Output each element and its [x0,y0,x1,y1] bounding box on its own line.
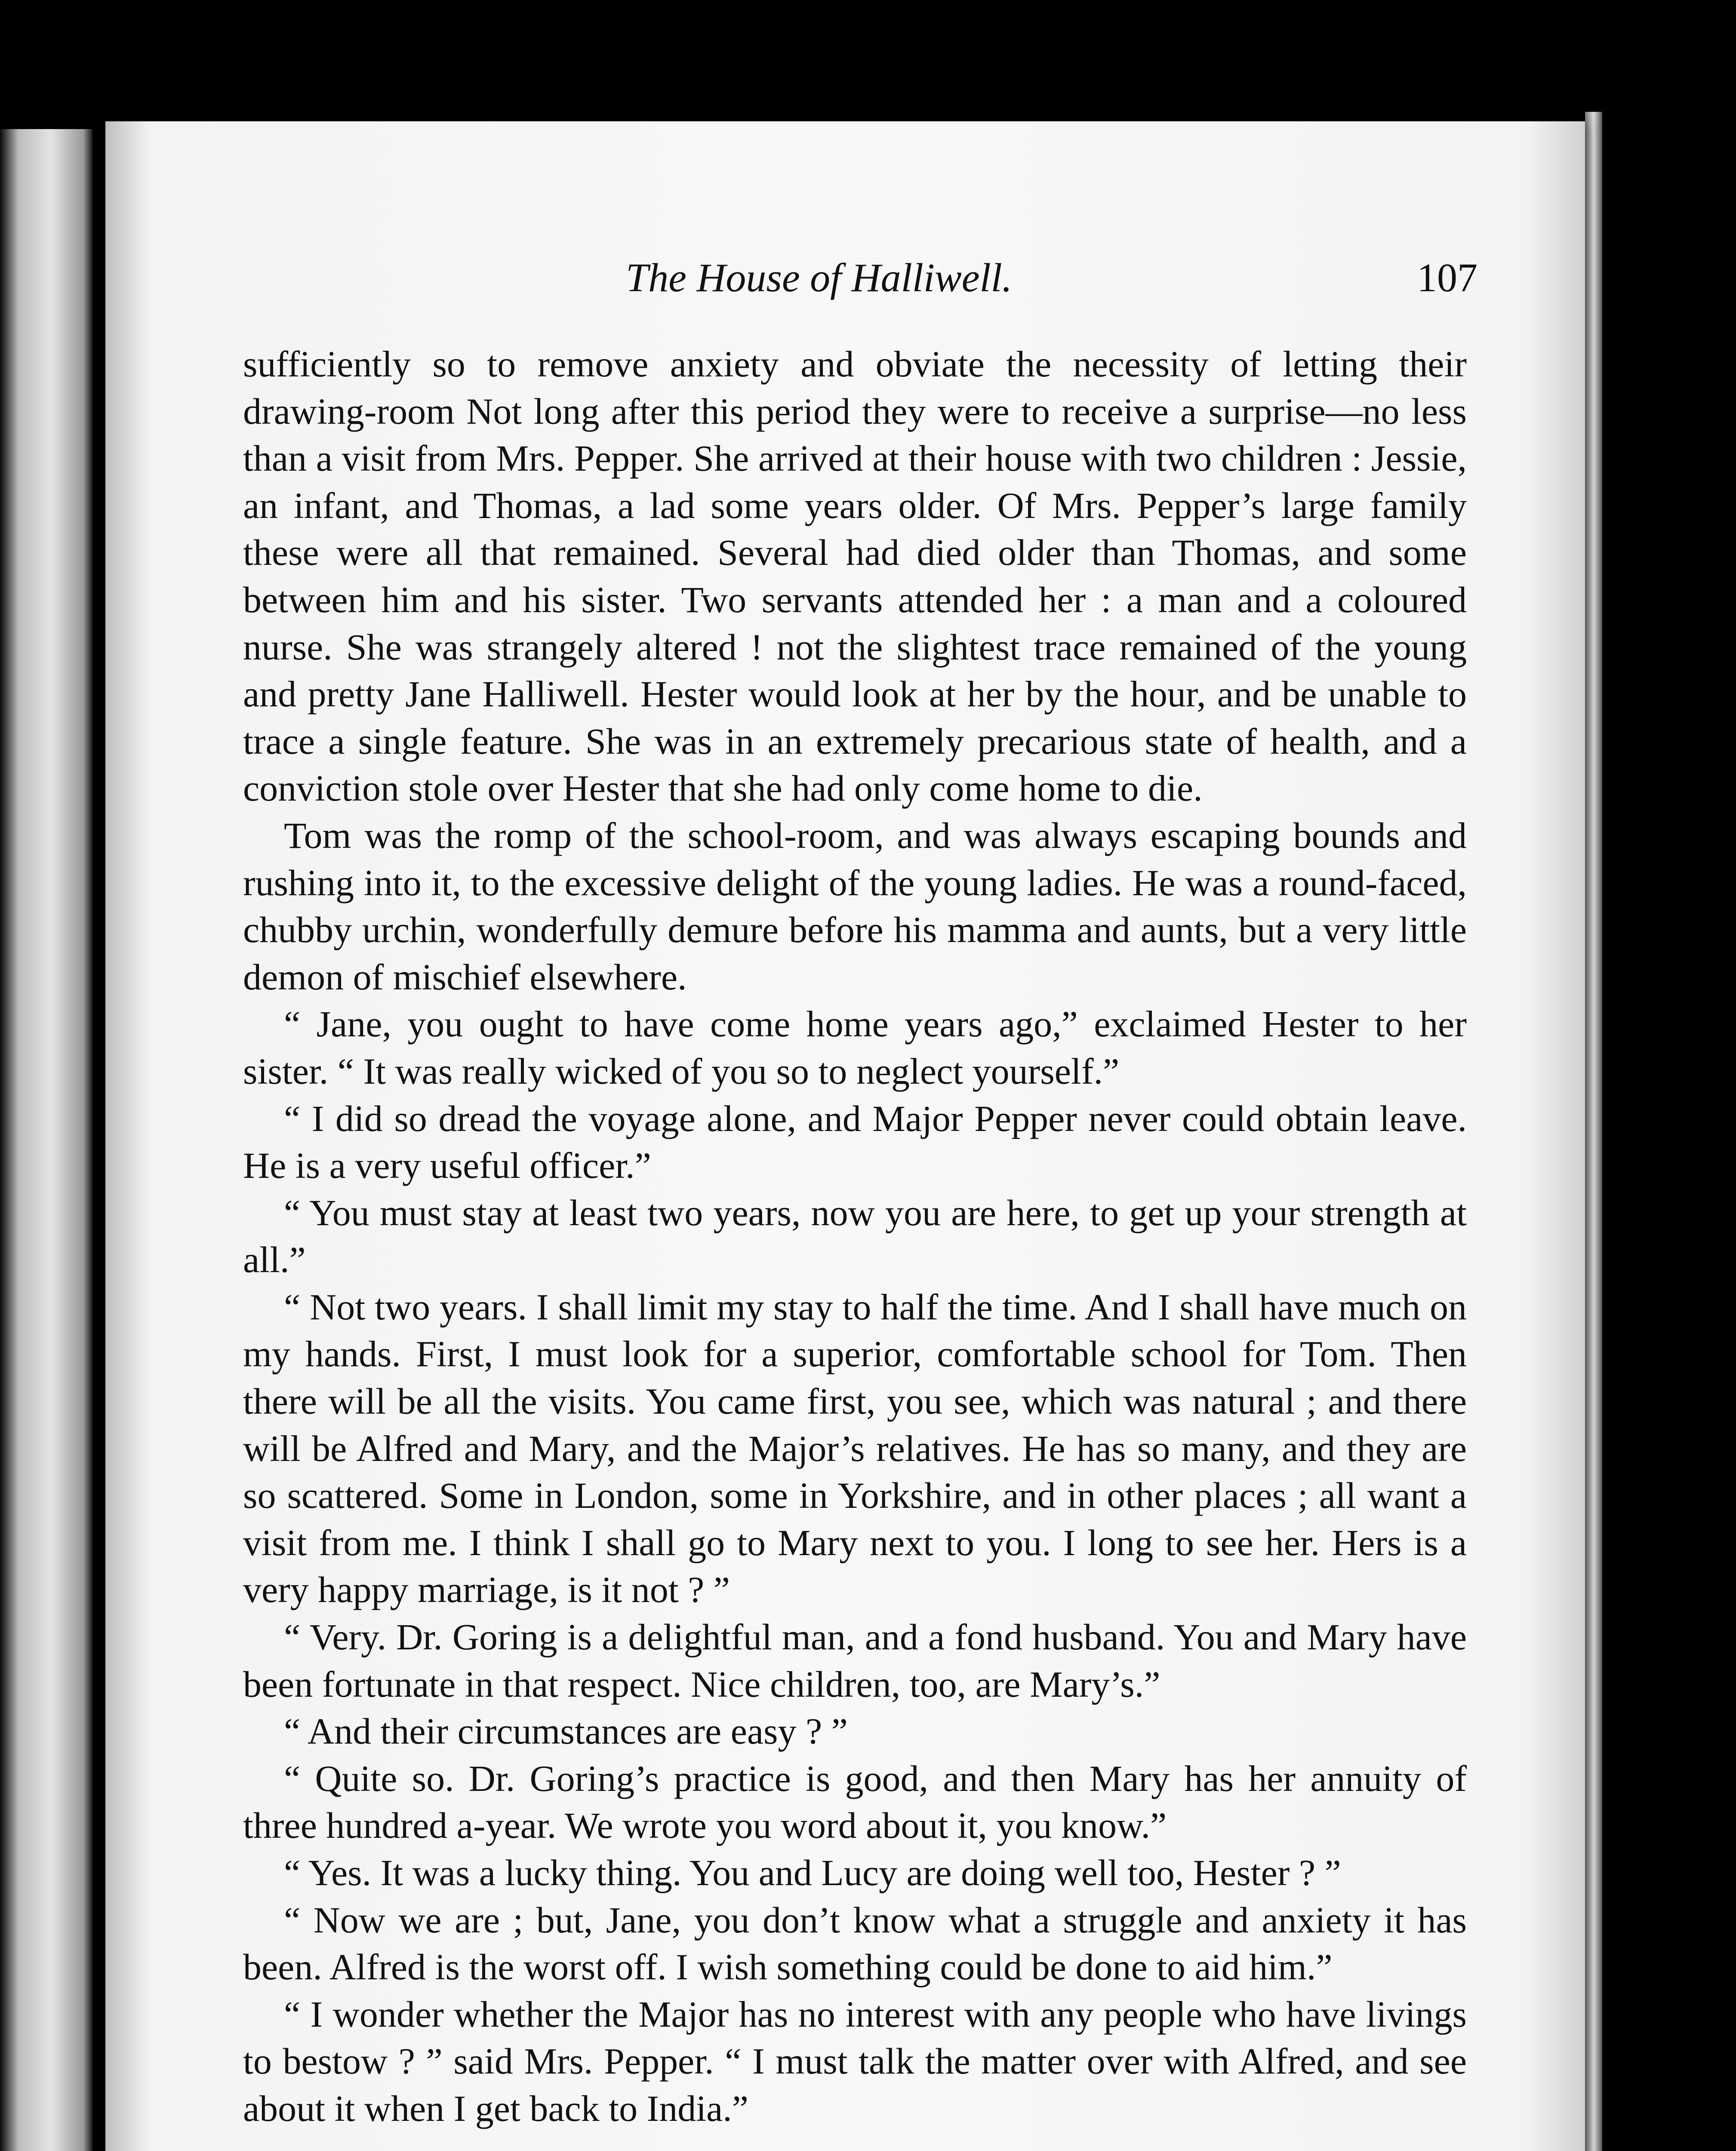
paragraph: “ Yes. It was a lucky thing. You and Lucy are doing well too, Hester ? ” [284,1852,1341,1893]
page-header [105,250,1585,315]
paragraph: “ You must stay at least two years, now you are here, to get up your strength at all.” [243,1192,1467,1281]
paragraph: “ Very. Dr. Goring is a delightful man, and a fond husband. You and Mary have been fortunate in that respect. Nice children, too, are Mary’s.” [243,1616,1467,1705]
running-title: The House of Halliwell. [626,256,1013,300]
paragraph: “ Jane, you ought to have come home years ago,” exclaimed Hester to her sister. “ It was really wicked of you so to neglect yourself.” [243,1003,1467,1092]
book-page [105,121,1585,2151]
paragraph: “ Not two years. I shall limit my stay to half the time. And I shall have much on my hands. First, I must look for a superior, comfortable school for Tom. Then there will be all the visits. You came first, you see, which was natural ; and there will be Alfred and Mary, and the Major’s relatives. He has so many, and they are so scattered. Some in London, some in Yorkshire, and in other places ; all want a visit from me. I think I shall go to Mary next to you. I long to see her. Hers is a very happy marriage, is it not ? ” [243,1286,1467,1611]
paragraph: sufficiently so to remove anxiety and obviate the necessity of letting their drawing-room Not long after this period they were to receive a surprise—no less than a visit from Mrs. Pepper. She arrived at their house with two children : Jessie, an infant, and Thomas, a lad some years older. Of Mrs. Pepper’s large family these were all that remained. Several had died older than Thomas, and some between him and his sister. Two servants attended her : a man and a coloured nurse. She was strangely altered ! not the slightest trace remained of the young and pretty Jane Halliwell. Hester would look at her by the hour, and be unable to trace a single feature. She was in an extremely precarious state of health, and a conviction stole over Hester that she had only come home to die. [243,343,1467,809]
paragraph: “ I wonder whether the Major has no interest with any people who have livings to bestow ? ” said Mrs. Pepper. “ I must talk the matter over with Alfred, and see about it when I get back to India.” [243,1993,1467,2129]
paragraph: “ Quite so. Dr. Goring’s practice is good, and then Mary has her annuity of three hundred a-year. We wrote you word about it, you know.” [243,1757,1467,1846]
paragraph: “ Now we are ; but, Jane, you don’t know what a struggle and anxiety it has been. Alfred is the worst off. I wish something could be done to aid him.” [243,1899,1467,1988]
paragraph: Tom was the romp of the school-room, and was always escaping bounds and rushing into it, to the excessive delight of the young ladies. He was a round-faced, chubby urchin, wonderfully demure before his mamma and aunts, but a very little demon of mischief elsewhere. [243,814,1467,998]
page-stack-edge [1585,112,1602,2151]
body-text [243,341,1467,2133]
facing-page-edge [0,129,92,2151]
paragraph: “ I did so dread the voyage alone, and Major Pepper never could obtain leave. He is a very useful officer.” [243,1097,1467,1186]
page-number: 107 [1417,256,1477,300]
paragraph: “ And their circumstances are easy ? ” [284,1710,848,1752]
